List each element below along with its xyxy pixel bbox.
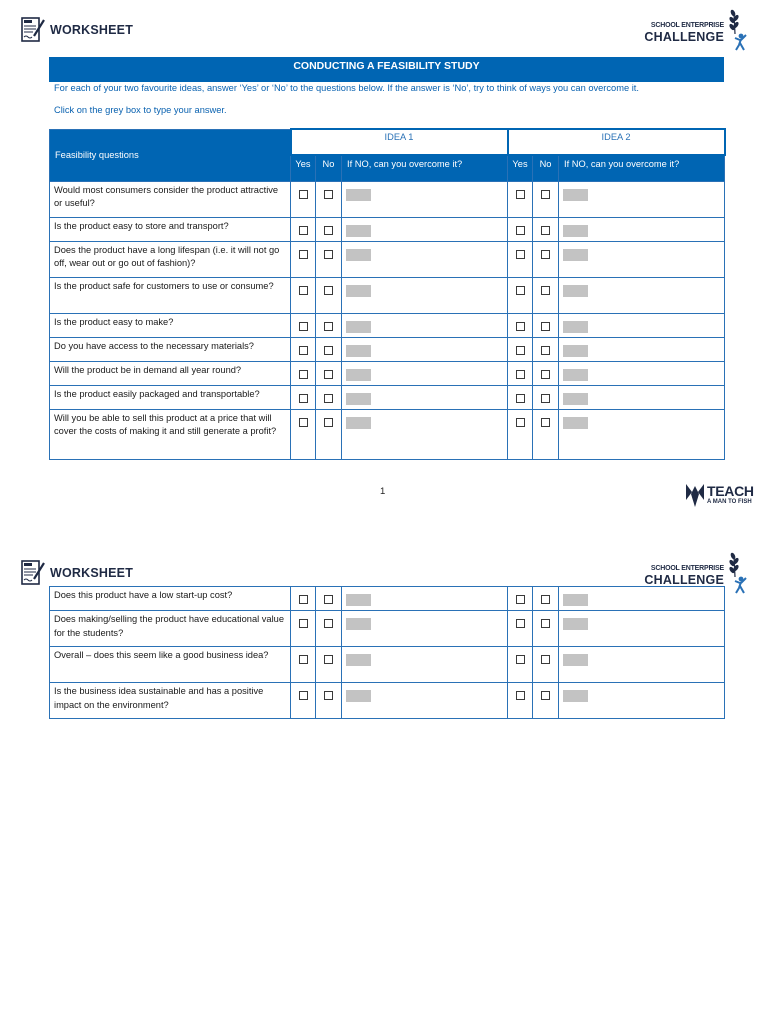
- idea1-overcome-cell: [342, 277, 508, 313]
- idea2-yes-checkbox[interactable]: [516, 250, 525, 259]
- page-number: 1: [380, 486, 386, 497]
- question-rows-page2: [50, 587, 725, 719]
- idea1-yes-cell: [291, 587, 316, 611]
- idea1-yes-checkbox[interactable]: [299, 418, 308, 427]
- brand-small-text: SCHOOL ENTERPRISE: [650, 22, 724, 29]
- instruction-text-2: Click on the grey box to type your answer.: [54, 105, 227, 115]
- feasibility-table-page2: [49, 586, 725, 719]
- wheat-figure-icon: [724, 551, 750, 595]
- idea1-overcome-input[interactable]: [346, 249, 371, 261]
- idea1-overcome-cell: [342, 217, 508, 241]
- question-text: Is the product easy to make?: [50, 313, 291, 337]
- idea2-yes-checkbox[interactable]: [516, 394, 525, 403]
- idea1-overcome-input[interactable]: [346, 285, 371, 297]
- idea2-yes-checkbox[interactable]: [516, 370, 525, 379]
- idea1-no-cell: [316, 587, 342, 611]
- idea1-yes-checkbox[interactable]: [299, 250, 308, 259]
- a-man-to-fish-text: A MAN TO FISH: [707, 499, 752, 505]
- idea1-overcome-cell: [342, 647, 508, 683]
- idea2-yes-cell: [508, 611, 533, 647]
- idea1-no-cell: [316, 313, 342, 337]
- idea1-overcome-cell: [342, 683, 508, 719]
- idea1-no-cell: [316, 647, 342, 683]
- idea1-yes-cell: [291, 647, 316, 683]
- idea2-no-checkbox[interactable]: [541, 322, 550, 331]
- idea1-overcome-input[interactable]: [346, 393, 371, 405]
- idea1-no-checkbox[interactable]: [324, 394, 333, 403]
- idea1-no-checkbox[interactable]: [324, 418, 333, 427]
- wheat-figure-icon: [724, 8, 750, 52]
- idea1-overcome-cell: [342, 313, 508, 337]
- idea1-no-cell: [316, 277, 342, 313]
- idea2-no-checkbox[interactable]: [541, 595, 550, 604]
- idea2-no-checkbox[interactable]: [541, 418, 550, 427]
- idea1-yes-cell: [291, 313, 316, 337]
- idea1-yes-cell: [291, 217, 316, 241]
- table-row: [50, 337, 725, 361]
- idea2-no-cell: [533, 241, 559, 277]
- brand-small-text: SCHOOL ENTERPRISE: [650, 565, 724, 572]
- brand-big-text: CHALLENGE: [644, 30, 724, 44]
- idea2-overcome-cell: [559, 385, 725, 409]
- idea2-no-checkbox[interactable]: [541, 346, 550, 355]
- header-idea1-no: No: [316, 155, 342, 181]
- idea2-yes-checkbox[interactable]: [516, 346, 525, 355]
- idea2-yes-cell: [508, 361, 533, 385]
- question-text: Does this product have a low start-up cost?: [50, 587, 291, 611]
- idea1-yes-checkbox[interactable]: [299, 346, 308, 355]
- teach-a-man-to-fish-logo: [684, 482, 756, 510]
- table-row: [50, 385, 725, 409]
- idea1-overcome-input[interactable]: [346, 189, 371, 201]
- idea2-no-checkbox[interactable]: [541, 394, 550, 403]
- idea1-yes-cell: [291, 361, 316, 385]
- idea2-no-checkbox[interactable]: [541, 619, 550, 628]
- idea1-yes-cell: [291, 337, 316, 361]
- idea1-yes-cell: [291, 409, 316, 459]
- worksheet-logo: [20, 16, 133, 44]
- idea2-overcome-input[interactable]: [563, 249, 588, 261]
- table-row: [50, 313, 725, 337]
- idea1-no-cell: [316, 385, 342, 409]
- idea1-no-cell: [316, 361, 342, 385]
- idea1-overcome-cell: [342, 337, 508, 361]
- idea1-overcome-input[interactable]: [346, 654, 371, 666]
- idea1-yes-checkbox[interactable]: [299, 691, 308, 700]
- header-idea-2: IDEA 2: [508, 129, 725, 155]
- idea2-no-cell: [533, 587, 559, 611]
- idea2-yes-checkbox[interactable]: [516, 691, 525, 700]
- header-idea2-overcome: If NO, can you overcome it?: [559, 155, 725, 181]
- question-rows-page1: [50, 181, 725, 459]
- idea1-overcome-input[interactable]: [346, 345, 371, 357]
- idea2-yes-checkbox[interactable]: [516, 322, 525, 331]
- idea1-yes-checkbox[interactable]: [299, 370, 308, 379]
- idea2-no-cell: [533, 181, 559, 217]
- idea2-overcome-input[interactable]: [563, 369, 588, 381]
- idea1-yes-cell: [291, 385, 316, 409]
- idea2-overcome-cell: [559, 313, 725, 337]
- idea1-no-cell: [316, 683, 342, 719]
- idea2-overcome-cell: [559, 647, 725, 683]
- idea1-overcome-cell: [342, 409, 508, 459]
- idea2-overcome-cell: [559, 611, 725, 647]
- idea2-yes-cell: [508, 337, 533, 361]
- header-idea-1: IDEA 1: [291, 129, 508, 155]
- idea1-overcome-input[interactable]: [346, 321, 371, 333]
- idea2-overcome-input[interactable]: [563, 189, 588, 201]
- table-row: [50, 409, 725, 459]
- idea1-no-checkbox[interactable]: [324, 595, 333, 604]
- idea2-no-cell: [533, 647, 559, 683]
- school-enterprise-challenge-logo: [640, 8, 750, 52]
- idea1-no-checkbox[interactable]: [324, 655, 333, 664]
- idea1-yes-checkbox[interactable]: [299, 595, 308, 604]
- idea2-no-checkbox[interactable]: [541, 286, 550, 295]
- idea2-no-checkbox[interactable]: [541, 370, 550, 379]
- idea2-overcome-cell: [559, 587, 725, 611]
- idea2-yes-cell: [508, 647, 533, 683]
- table-row: [50, 611, 725, 647]
- idea1-overcome-cell: [342, 241, 508, 277]
- worksheet-logo-page2: [20, 559, 133, 587]
- table-row: [50, 587, 725, 611]
- idea1-overcome-input[interactable]: [346, 225, 371, 237]
- idea2-yes-cell: [508, 181, 533, 217]
- idea1-overcome-cell: [342, 181, 508, 217]
- idea2-overcome-input[interactable]: [563, 618, 588, 630]
- question-text: Is the product easily packaged and transportable?: [50, 385, 291, 409]
- idea2-yes-cell: [508, 241, 533, 277]
- idea1-yes-cell: [291, 277, 316, 313]
- idea2-yes-checkbox[interactable]: [516, 655, 525, 664]
- idea2-yes-checkbox[interactable]: [516, 226, 525, 235]
- idea2-no-checkbox[interactable]: [541, 691, 550, 700]
- header-idea2-yes: Yes: [508, 155, 533, 181]
- header-idea2-no: No: [533, 155, 559, 181]
- brand-big-text: CHALLENGE: [644, 573, 724, 587]
- idea2-no-checkbox[interactable]: [541, 250, 550, 259]
- worksheet-icon: [20, 16, 46, 44]
- idea1-no-checkbox[interactable]: [324, 226, 333, 235]
- idea1-no-cell: [316, 181, 342, 217]
- idea2-no-cell: [533, 611, 559, 647]
- question-text: Overall – does this seem like a good business idea?: [50, 647, 291, 683]
- worksheet-label: WORKSHEET: [50, 566, 134, 580]
- idea2-overcome-cell: [559, 241, 725, 277]
- question-text: Is the product safe for customers to use or consume?: [50, 277, 291, 313]
- question-text: Does the product have a long lifespan (i.e. it will not go off, wear out or go out of fashion)?: [50, 241, 291, 277]
- idea2-overcome-cell: [559, 361, 725, 385]
- table-row: [50, 181, 725, 217]
- idea2-overcome-cell: [559, 683, 725, 719]
- idea2-no-checkbox[interactable]: [541, 190, 550, 199]
- idea1-no-cell: [316, 217, 342, 241]
- idea1-no-checkbox[interactable]: [324, 346, 333, 355]
- idea1-yes-checkbox[interactable]: [299, 286, 308, 295]
- table-row: [50, 241, 725, 277]
- idea1-no-cell: [316, 337, 342, 361]
- idea2-no-cell: [533, 409, 559, 459]
- idea2-overcome-cell: [559, 181, 725, 217]
- idea2-overcome-input[interactable]: [563, 417, 588, 429]
- idea2-yes-checkbox[interactable]: [516, 190, 525, 199]
- idea2-yes-cell: [508, 385, 533, 409]
- header-idea1-overcome: If NO, can you overcome it?: [342, 155, 508, 181]
- idea2-overcome-cell: [559, 337, 725, 361]
- idea2-yes-cell: [508, 587, 533, 611]
- idea2-overcome-input[interactable]: [563, 654, 588, 666]
- teach-text: TEACH: [707, 483, 754, 499]
- idea2-yes-checkbox[interactable]: [516, 286, 525, 295]
- idea1-yes-checkbox[interactable]: [299, 394, 308, 403]
- question-text: Does making/selling the product have educational value for the students?: [50, 611, 291, 647]
- idea1-overcome-cell: [342, 587, 508, 611]
- idea1-yes-checkbox[interactable]: [299, 190, 308, 199]
- idea2-no-cell: [533, 361, 559, 385]
- table-row: [50, 361, 725, 385]
- idea2-yes-cell: [508, 409, 533, 459]
- idea1-yes-checkbox[interactable]: [299, 655, 308, 664]
- idea1-no-cell: [316, 611, 342, 647]
- question-text: Do you have access to the necessary materials?: [50, 337, 291, 361]
- idea2-yes-checkbox[interactable]: [516, 595, 525, 604]
- question-text: Is the business idea sustainable and has a positive impact on the environment?: [50, 683, 291, 719]
- idea1-yes-checkbox[interactable]: [299, 226, 308, 235]
- idea1-yes-cell: [291, 611, 316, 647]
- idea2-overcome-input[interactable]: [563, 690, 588, 702]
- feasibility-table-page1: [49, 128, 726, 460]
- idea1-no-checkbox[interactable]: [324, 370, 333, 379]
- header-feasibility-questions: Feasibility questions: [50, 129, 291, 181]
- idea2-no-cell: [533, 683, 559, 719]
- idea2-yes-cell: [508, 217, 533, 241]
- idea2-overcome-input[interactable]: [563, 393, 588, 405]
- idea1-yes-cell: [291, 241, 316, 277]
- idea1-overcome-input[interactable]: [346, 369, 371, 381]
- page-title-banner: CONDUCTING A FEASIBILITY STUDY: [49, 57, 724, 82]
- table-row: [50, 647, 725, 683]
- idea1-overcome-input[interactable]: [346, 417, 371, 429]
- idea1-overcome-input[interactable]: [346, 594, 371, 606]
- idea1-yes-checkbox[interactable]: [299, 619, 308, 628]
- idea2-overcome-cell: [559, 277, 725, 313]
- table-row: [50, 277, 725, 313]
- question-text: Will you be able to sell this product at a price that will cover the costs of making it and still generate a profit?: [50, 409, 291, 459]
- idea2-overcome-input[interactable]: [563, 225, 588, 237]
- idea1-yes-cell: [291, 683, 316, 719]
- idea2-no-checkbox[interactable]: [541, 226, 550, 235]
- idea2-overcome-input[interactable]: [563, 321, 588, 333]
- idea2-overcome-cell: [559, 217, 725, 241]
- idea1-no-checkbox[interactable]: [324, 691, 333, 700]
- table-row: [50, 683, 725, 719]
- question-text: Would most consumers consider the product attractive or useful?: [50, 181, 291, 217]
- fish-logo-icon: [684, 482, 706, 508]
- idea2-overcome-input[interactable]: [563, 345, 588, 357]
- idea2-overcome-input[interactable]: [563, 594, 588, 606]
- idea1-no-checkbox[interactable]: [324, 250, 333, 259]
- idea1-no-cell: [316, 241, 342, 277]
- idea1-no-checkbox[interactable]: [324, 286, 333, 295]
- idea2-no-cell: [533, 337, 559, 361]
- header-idea1-yes: Yes: [291, 155, 316, 181]
- idea1-overcome-input[interactable]: [346, 618, 371, 630]
- idea1-overcome-input[interactable]: [346, 690, 371, 702]
- idea2-yes-checkbox[interactable]: [516, 619, 525, 628]
- idea1-yes-cell: [291, 181, 316, 217]
- idea2-no-cell: [533, 217, 559, 241]
- question-text: Will the product be in demand all year round?: [50, 361, 291, 385]
- idea2-no-cell: [533, 313, 559, 337]
- table-row: [50, 217, 725, 241]
- idea1-overcome-cell: [342, 361, 508, 385]
- idea1-no-checkbox[interactable]: [324, 190, 333, 199]
- instruction-text-1: For each of your two favourite ideas, answer ‘Yes’ or ‘No’ to the questions below. If the answer is ‘No’, try to think of ways you can overcome it.: [54, 83, 639, 93]
- idea1-overcome-cell: [342, 385, 508, 409]
- question-text: Is the product easy to store and transport?: [50, 217, 291, 241]
- idea1-no-checkbox[interactable]: [324, 619, 333, 628]
- idea2-no-cell: [533, 385, 559, 409]
- idea2-yes-cell: [508, 683, 533, 719]
- idea2-overcome-cell: [559, 409, 725, 459]
- worksheet-icon: [20, 559, 46, 587]
- idea1-no-cell: [316, 409, 342, 459]
- idea2-yes-cell: [508, 277, 533, 313]
- idea1-yes-checkbox[interactable]: [299, 322, 308, 331]
- idea1-overcome-cell: [342, 611, 508, 647]
- idea2-yes-checkbox[interactable]: [516, 418, 525, 427]
- idea2-no-checkbox[interactable]: [541, 655, 550, 664]
- idea2-no-cell: [533, 277, 559, 313]
- worksheet-label: WORKSHEET: [50, 23, 134, 37]
- idea2-overcome-input[interactable]: [563, 285, 588, 297]
- idea2-yes-cell: [508, 313, 533, 337]
- idea1-no-checkbox[interactable]: [324, 322, 333, 331]
